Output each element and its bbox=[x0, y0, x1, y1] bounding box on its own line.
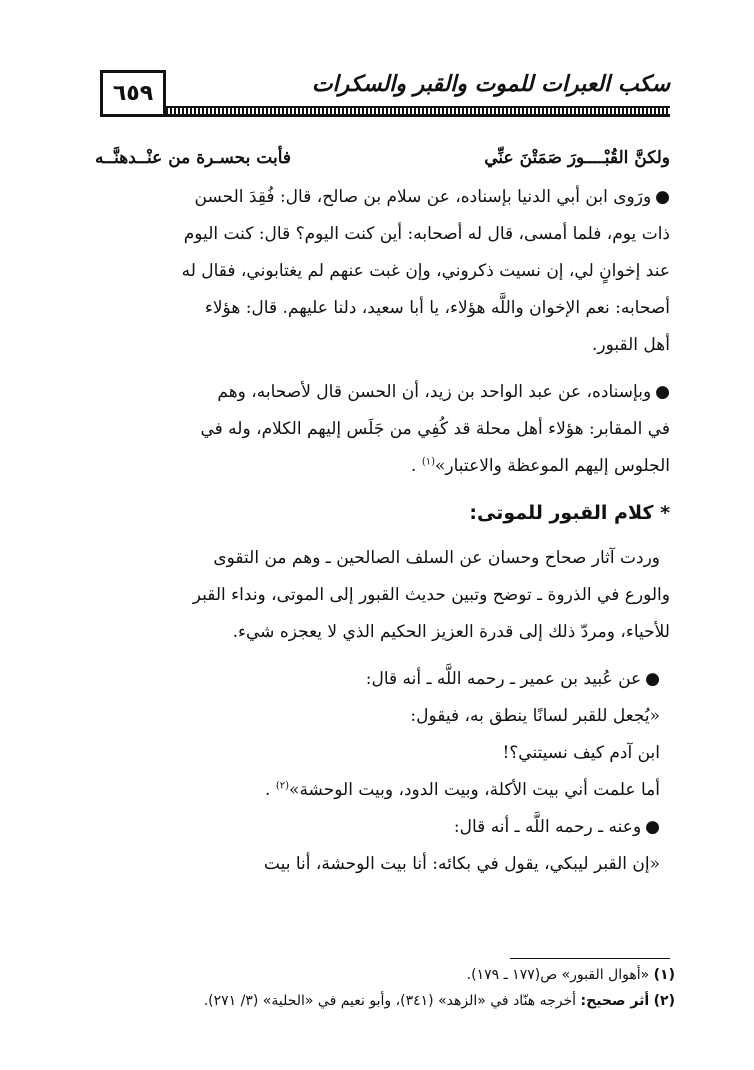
quote-line: أما علمت أني بيت الأكلة، وبيت الدود، وبيت الوحشة» bbox=[289, 780, 660, 800]
quote-intro: عن عُبيد بن عمير ـ رحمه اللَّه ـ أنه قال: bbox=[365, 669, 642, 689]
sentence-end: . bbox=[411, 456, 422, 476]
bullet-icon: ● bbox=[645, 817, 660, 837]
paragraph-ibn-abi-dunya bbox=[95, 179, 670, 364]
footnote-grading: أثر صحيح: bbox=[580, 993, 650, 1009]
section-heading bbox=[95, 495, 670, 532]
header-underline bbox=[100, 114, 670, 117]
text-line: في المقابر: هؤلاء أهل محلة قد كُفِي من جَلَس إليهم الكلام، وله في bbox=[200, 419, 670, 439]
page-number: ٦٥٩ bbox=[100, 70, 166, 114]
quote-line: «إن القبر ليبكي، يقول في بكائه: أنا بيت الوحشة، أنا بيت bbox=[263, 854, 660, 874]
text-line: ذات يوم، فلما أمسى، قال له أصحابه: أين كنت اليوم؟ قال: كنت اليوم bbox=[183, 224, 670, 244]
text-line: وبإسناده، عن عبد الواحد بن زيد، أن الحسن قال لأصحابه، وهم bbox=[217, 382, 652, 402]
quote-line: «يُجعل للقبر لسانًا ينطق به، فيقول: bbox=[410, 706, 660, 726]
section-heading-text: كلام القبور للموتى: bbox=[469, 502, 654, 524]
verse-second-hemistich: فأبت بحسـرة من عنْــدهنَّــه bbox=[95, 148, 291, 168]
footnote-separator bbox=[510, 958, 670, 959]
bullet-icon: ● bbox=[655, 187, 670, 207]
bullet-icon: ● bbox=[645, 669, 660, 689]
text-line: أصحابه: نعم الإخوان واللَّه هؤلاء، يا أبا سعيد، دلنا عليهم. قال: هؤلاء bbox=[204, 298, 670, 318]
footnote-reference[interactable]: (١) bbox=[421, 456, 436, 468]
section-intro-paragraph bbox=[95, 540, 670, 651]
paragraph-abd-al-wahid bbox=[95, 374, 670, 485]
footnote-1 bbox=[95, 962, 675, 988]
asterisk-icon: * bbox=[660, 502, 670, 524]
footnote-number: (٢) bbox=[653, 993, 675, 1009]
text-line: والورع في الذروة ـ توضح وتبين حديث القبور إلى الموتى، ونداء القبر bbox=[192, 585, 670, 605]
verse-first-hemistich: ولكنَّ القُبْــــورَ صَمَتْنَ عنِّي bbox=[484, 148, 670, 168]
text-line: عند إخوانٍ لي، إن نسيت ذكروني، وإن غبت عنهم لم يغتابوني، فقال له bbox=[181, 261, 670, 281]
page-header bbox=[100, 70, 670, 120]
footnote-text: أخرجه هنّاد في «الزهد» (٣٤١)، وأبو نعيم في «الحلية» (٣/ ٢٧١). bbox=[203, 993, 577, 1009]
quote-ubayd-2 bbox=[95, 809, 670, 883]
quote-ubayd-1 bbox=[95, 661, 670, 809]
footnote-reference[interactable]: (٢) bbox=[275, 780, 290, 792]
main-text bbox=[95, 140, 670, 883]
footnote-text: «أهوال القبور» ص(١٧٧ ـ ١٧٩). bbox=[466, 967, 650, 983]
footnote-number: (١) bbox=[653, 967, 675, 983]
bullet-icon: ● bbox=[655, 382, 670, 402]
running-title: سكب العبرات للموت والقبر والسكرات bbox=[311, 72, 670, 97]
quote-line: ابن آدم كيف نسيتني؟! bbox=[502, 743, 660, 763]
text-line: أهل القبور. bbox=[592, 335, 670, 355]
text-line: ورَوى ابن أبي الدنيا بإسناده، عن سلام بن صالح، قال: فُقِدَ الحسن bbox=[194, 187, 652, 207]
footnotes bbox=[95, 962, 675, 1014]
text-line: للأحياء، ومردّ ذلك إلى قدرة العزيز الحكيم الذي لا يعجزه شيء. bbox=[232, 622, 670, 642]
text-line: وردت آثار صحاح وحسان عن السلف الصالحين ـ وهم من التقوى bbox=[213, 548, 660, 568]
text-line: الجلوس إليهم الموعظة والاعتبار» bbox=[435, 456, 670, 476]
quote-intro: وعنه ـ رحمه اللَّه ـ أنه قال: bbox=[453, 817, 642, 837]
sentence-end: . bbox=[265, 780, 276, 800]
footnote-2 bbox=[95, 988, 675, 1014]
poetry-verse bbox=[95, 140, 670, 177]
